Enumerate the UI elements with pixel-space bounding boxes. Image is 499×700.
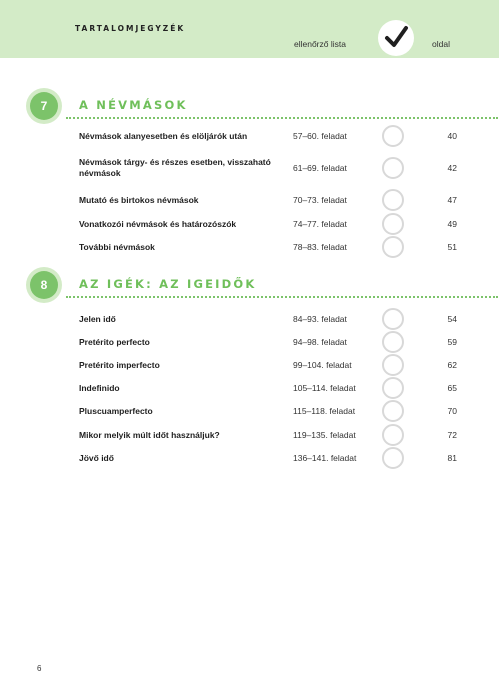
row-exercises: 115–118. feladat xyxy=(293,406,356,416)
section-title: AZ IGÉK: AZ IGEIDŐK xyxy=(79,277,257,291)
section-divider xyxy=(66,117,498,119)
row-title: Pluscuamperfecto xyxy=(79,406,153,416)
row-page: 51 xyxy=(447,242,457,252)
row-page: 54 xyxy=(447,314,457,324)
row-page: 65 xyxy=(447,383,457,393)
circle-checkbox-icon[interactable] xyxy=(382,331,404,353)
checkmark-icon xyxy=(378,20,414,56)
header-title: TARTALOMJEGYZÉK xyxy=(75,24,186,33)
circle-checkbox-icon[interactable] xyxy=(382,424,404,446)
circle-checkbox-icon[interactable] xyxy=(382,125,404,147)
circle-checkbox-icon[interactable] xyxy=(382,377,404,399)
section-number: 8 xyxy=(30,271,58,299)
checklist-column-label: ellenőrző lista xyxy=(294,39,346,49)
row-page: 59 xyxy=(447,337,457,347)
circle-checkbox-icon[interactable] xyxy=(382,308,404,330)
row-title: Mutató és birtokos névmások xyxy=(79,195,199,205)
section-title: A NÉVMÁSOK xyxy=(79,98,188,112)
section-number-badge xyxy=(26,88,62,124)
row-exercises: 61–69. feladat xyxy=(293,163,347,173)
row-title: További névmások xyxy=(79,242,155,252)
section-number-badge xyxy=(26,267,62,303)
row-page: 62 xyxy=(447,360,457,370)
row-exercises: 57–60. feladat xyxy=(293,131,347,141)
row-title: Pretérito imperfecto xyxy=(79,360,160,370)
row-page: 49 xyxy=(447,219,457,229)
circle-checkbox-icon[interactable] xyxy=(382,236,404,258)
row-exercises: 99–104. feladat xyxy=(293,360,352,370)
section-header xyxy=(26,267,474,307)
row-title: Jövő idő xyxy=(79,453,114,463)
circle-checkbox-icon[interactable] xyxy=(382,189,404,211)
section-number: 7 xyxy=(30,92,58,120)
row-exercises: 70–73. feladat xyxy=(293,195,347,205)
row-title: Vonatkozói névmások és határozószók xyxy=(79,219,237,229)
circle-checkbox-icon[interactable] xyxy=(382,354,404,376)
row-exercises: 94–98. feladat xyxy=(293,337,347,347)
row-title: Mikor melyik múlt időt használjuk? xyxy=(79,430,220,440)
row-exercises: 119–135. feladat xyxy=(293,430,356,440)
row-title: Névmások tárgy- és részes esetben, visszaható névmások xyxy=(79,157,271,178)
row-title: Pretérito perfecto xyxy=(79,337,150,347)
row-page: 47 xyxy=(447,195,457,205)
row-exercises: 84–93. feladat xyxy=(293,314,347,324)
row-page: 70 xyxy=(447,406,457,416)
section-divider xyxy=(66,296,498,298)
page-header xyxy=(0,0,499,58)
row-exercises: 136–141. feladat xyxy=(293,453,357,463)
circle-checkbox-icon[interactable] xyxy=(382,213,404,235)
circle-checkbox-icon[interactable] xyxy=(382,157,404,179)
row-exercises: 78–83. feladat xyxy=(293,242,347,252)
circle-checkbox-icon[interactable] xyxy=(382,400,404,422)
page-column-label: oldal xyxy=(432,39,450,49)
row-page: 42 xyxy=(447,163,457,173)
row-page: 81 xyxy=(447,453,457,463)
row-title: Indefinido xyxy=(79,383,120,393)
footer-page-number: 6 xyxy=(37,664,42,673)
row-title: Névmások alanyesetben és elöljárók után xyxy=(79,131,248,141)
row-title: Jelen idő xyxy=(79,314,116,324)
row-page: 40 xyxy=(447,131,457,141)
circle-checkbox-icon[interactable] xyxy=(382,447,404,469)
row-exercises: 105–114. feladat xyxy=(293,383,356,393)
row-page: 72 xyxy=(447,430,457,440)
row-exercises: 74–77. feladat xyxy=(293,219,347,229)
section-header xyxy=(26,88,474,128)
